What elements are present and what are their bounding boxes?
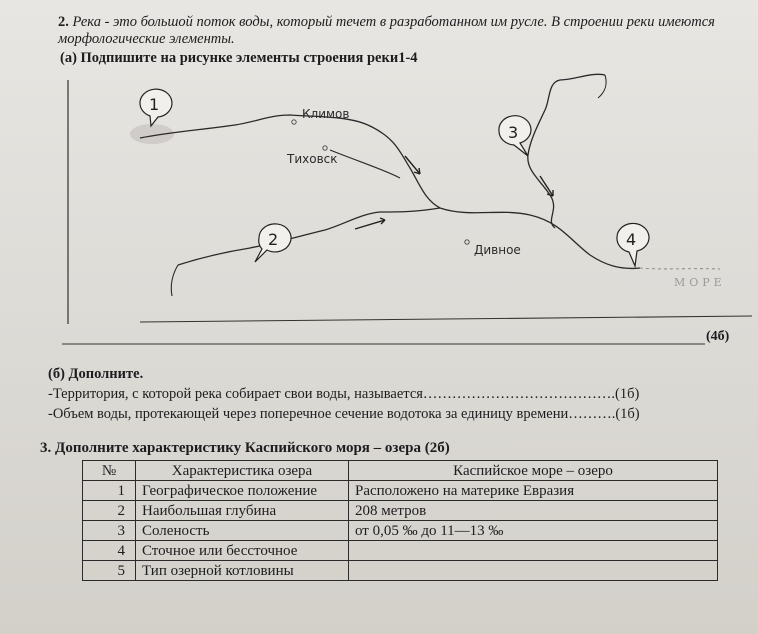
q3-title: 3. Дополните характеристику Каспийского моря – озера (2б) <box>40 440 450 456</box>
marker-1-number: 1 <box>149 95 160 114</box>
town-klimov-label: Климов <box>302 107 350 121</box>
row-answer[interactable]: от 0,05 ‰ до 11—13 ‰ <box>349 521 718 541</box>
score-part-a: (4б) <box>706 329 730 344</box>
town-divnoe-label: Дивное <box>474 243 521 257</box>
marker-4-number: 4 <box>626 230 637 249</box>
q2-intro-text: Река - это большой поток воды, который течет в разработанном им русле. В строении реки имеются морфологические элементы. <box>58 14 715 47</box>
q2-intro <box>58 14 748 48</box>
table-row <box>83 501 718 521</box>
row-number: 4 <box>83 541 136 561</box>
q2-part-b-title: (б) Дополните. <box>48 366 144 382</box>
marker-3-number: 3 <box>508 123 519 142</box>
row-answer[interactable] <box>349 561 718 581</box>
town-tikhovsk-label: Тиховск <box>287 152 338 166</box>
marker-2-number: 2 <box>268 230 279 249</box>
answer-line-1 <box>140 316 752 322</box>
row-answer[interactable] <box>349 541 718 561</box>
table-row <box>83 481 718 501</box>
q2-line-2: -Объем воды, протекающей через поперечное сечение водотока за единицу времени……….(1б) <box>48 406 640 422</box>
tributary-upper <box>528 74 605 228</box>
town-divnoe-dot <box>465 240 469 244</box>
tributary-lower <box>178 208 440 265</box>
main-river <box>140 115 640 268</box>
row-number: 3 <box>83 521 136 541</box>
table-row <box>83 521 718 541</box>
q2-line-1: -Территория, с которой река собирает свои воды, называется………………………………….(1б) <box>48 386 640 402</box>
row-characteristic: Соленость <box>136 521 349 541</box>
row-characteristic: Сточное или бессточное <box>136 541 349 561</box>
marker-1 <box>140 89 172 126</box>
tributary-tikhovsk <box>330 150 400 178</box>
table-row <box>83 541 718 561</box>
town-tikhovsk-dot <box>323 146 327 150</box>
header-caspian: Каспийское море – озеро <box>349 461 718 481</box>
table-header-row <box>83 461 718 481</box>
sea-label: МОРЕ <box>674 276 726 289</box>
row-characteristic: Наибольшая глубина <box>136 501 349 521</box>
town-klimov-dot <box>292 120 296 124</box>
row-number: 2 <box>83 501 136 521</box>
marker-2 <box>255 224 291 262</box>
row-characteristic: Тип озерной котловины <box>136 561 349 581</box>
marker-4 <box>617 223 649 266</box>
table-row <box>83 561 718 581</box>
row-answer[interactable]: Расположено на материке Евразия <box>349 481 718 501</box>
q2-part-a: (а) Подпишите на рисунке элементы строения реки1-4 <box>60 50 418 66</box>
caspian-table <box>82 460 718 581</box>
header-number: № <box>83 461 136 481</box>
river-map <box>0 64 758 354</box>
row-number: 1 <box>83 481 136 501</box>
row-characteristic: Географическое положение <box>136 481 349 501</box>
header-characteristic: Характеристика озера <box>136 461 349 481</box>
row-answer[interactable]: 208 метров <box>349 501 718 521</box>
marker-3 <box>499 116 531 156</box>
row-number: 5 <box>83 561 136 581</box>
q2-number: 2. <box>58 14 69 30</box>
